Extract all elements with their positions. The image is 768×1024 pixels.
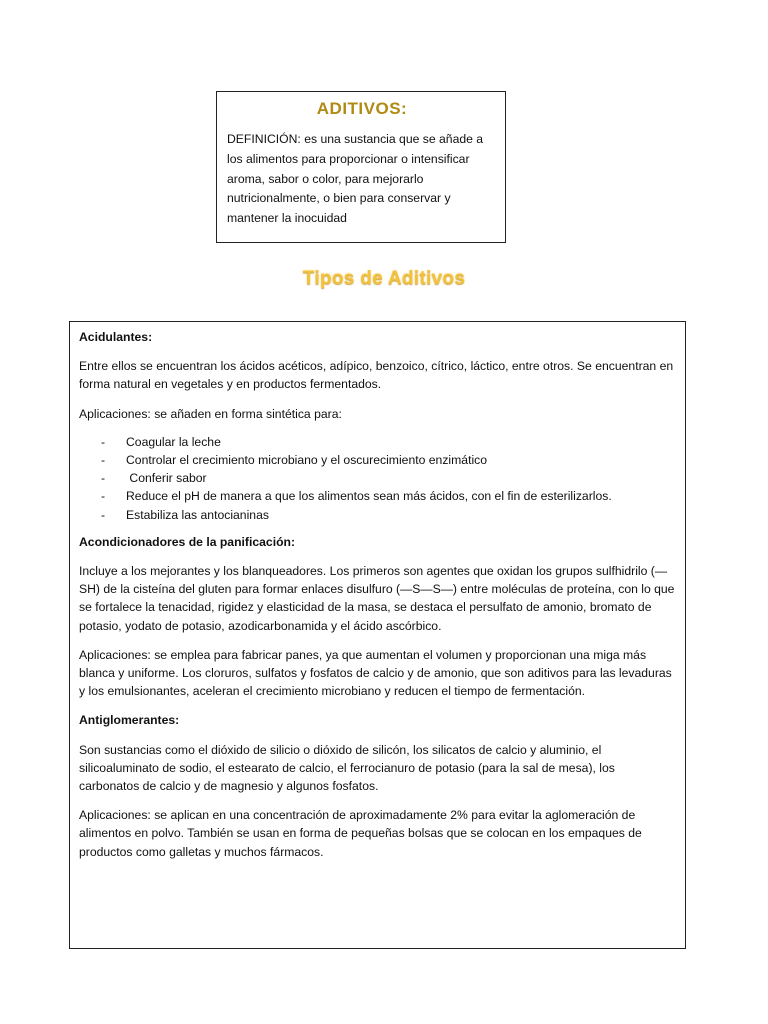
bullet-dash: -: [101, 507, 106, 522]
definition-title: ADITIVOS:: [316, 99, 408, 118]
list-item: [79, 451, 677, 469]
definition-box: [216, 91, 506, 243]
list-item: [79, 469, 677, 487]
list-item-text: Controlar el crecimiento microbiano y el oscurecimiento enzimático: [126, 453, 488, 468]
list-item-text: Estabiliza las antocianinas: [126, 507, 269, 522]
bullet-dash: -: [101, 434, 106, 449]
list-item-text: Conferir sabor: [126, 471, 207, 486]
acidulantes-heading: Acidulantes:: [79, 330, 153, 344]
bullet-dash: -: [101, 489, 106, 504]
acondicionadores-paragraph-1: Incluye a los mejorantes y los blanqueadores. Los primeros son agentes que oxidan los grupos sulfhidrilo (—SH) de la cisteína del gluten para formar enlaces disulfuro (—S—S—) entre moléculas de proteína, con lo que se fortalece la tenacidad, rigidez y elasticidad de la masa, se destaca el persulfato de amonio, bromato de potasio, yodato de potasio, azodicarbonamida y el ácido ascórbico.: [79, 564, 675, 633]
bullet-dash: -: [101, 471, 106, 486]
acidulantes-applications-intro: Aplicaciones: se añaden en forma sintética para:: [79, 406, 342, 421]
list-item-text: Reduce el pH de manera a que los alimentos sean más ácidos, con el fin de esterilizarlos.: [126, 489, 612, 504]
acondicionadores-heading: Acondicionadores de la panificación:: [79, 534, 296, 549]
definition-text: DEFINICIÓN: es una sustancia que se añade a los alimentos para proporcionar o intensificar aroma, sabor o color, para mejorarlo nutricionalmente, o bien para conservar y mantener la inocuidad: [227, 132, 484, 226]
acidulantes-bullet-list: [79, 433, 677, 524]
antiglomerantes-paragraph-1: Son sustancias como el dióxido de silicio o dióxido de silicón, los silicatos de calcio y aluminio, el silicoaluminato de sodio, el estearato de calcio, el ferrocianuro de potasio (para la sal de mesa), los carbonatos de calcio y de magnesio y algunos fosfatos.: [79, 742, 615, 794]
list-item: [79, 433, 677, 451]
list-item: [79, 487, 677, 505]
antiglomerantes-heading: Antiglomerantes:: [79, 713, 180, 728]
acondicionadores-paragraph-2: Aplicaciones: se emplea para fabricar panes, ya que aumentan el volumen y proporcionan una miga más blanca y uniforme. Los cloruros, sulfatos y fosfatos de calcio y de amonio, que son aditivos para las levaduras y los emulsionantes, aceleran el crecimiento microbiano y reducen el tiempo de fermentación.: [79, 647, 672, 699]
section-title: Tipos de Aditivos: [302, 268, 466, 289]
acidulantes-intro: Entre ellos se encuentran los ácidos acéticos, adípico, benzoico, cítrico, láctico, entre otros. Se encuentran en forma natural en vegetales y en productos fermentados.: [79, 359, 674, 392]
list-item: [79, 506, 677, 524]
list-item-text: Coagular la leche: [126, 434, 221, 449]
antiglomerantes-paragraph-2: Aplicaciones: se aplican en una concentración de aproximadamente 2% para evitar la aglomeración de alimentos en polvo. También se usan en forma de pequeñas bolsas que se colocan en los empaques de productos como galletas y muchos fármacos.: [79, 808, 642, 859]
additives-content-box: [69, 321, 686, 949]
bullet-dash: -: [101, 453, 106, 468]
